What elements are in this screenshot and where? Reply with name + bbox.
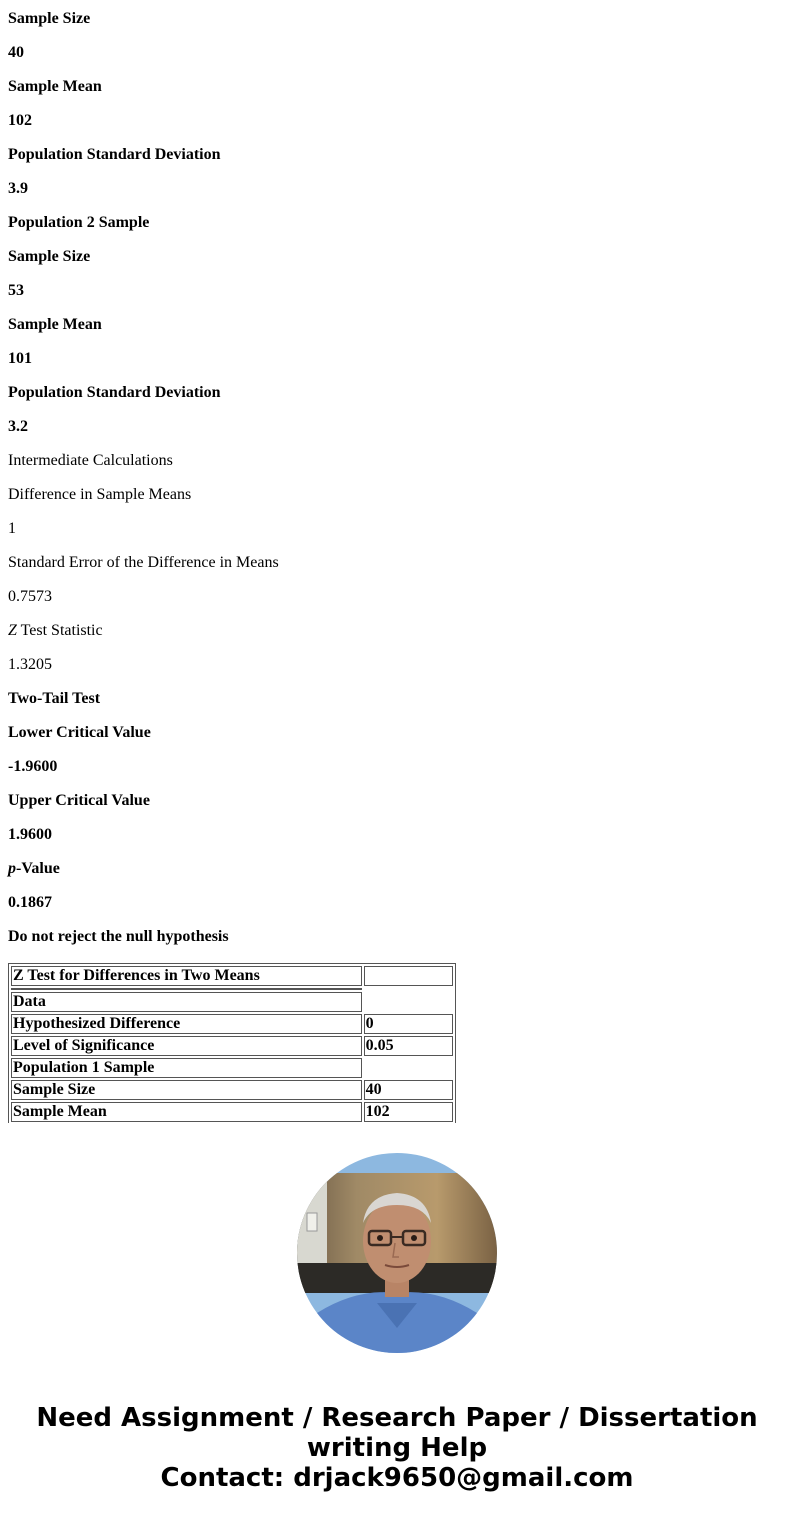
- table-row-label: Sample Mean: [11, 1102, 362, 1122]
- result-line-text: Sample Mean: [8, 316, 102, 333]
- result-line-text: Standard Error of the Difference in Means: [8, 554, 279, 571]
- result-line: [8, 680, 778, 714]
- author-photo-icon: [297, 1153, 497, 1353]
- result-line: [8, 102, 778, 136]
- result-line-text: Population 2 Sample: [8, 214, 150, 231]
- table-row: [11, 1102, 453, 1122]
- z-test-table: [9, 964, 455, 1123]
- results-text-list: [8, 0, 778, 952]
- italic-symbol: p: [8, 860, 16, 877]
- result-line: [8, 340, 778, 374]
- result-line-text: Sample Mean: [8, 78, 102, 95]
- result-line: [8, 204, 778, 238]
- result-line-text: 40: [8, 44, 24, 61]
- result-line: [8, 782, 778, 816]
- result-line-text: -Value: [16, 860, 60, 877]
- result-line-text: Two-Tail Test: [8, 690, 101, 707]
- table-row-value: 40: [364, 1080, 453, 1100]
- result-line-text: Difference in Sample Means: [8, 486, 192, 503]
- table-row-value: 102: [364, 1102, 453, 1122]
- result-line-text: 0.1867: [8, 894, 52, 911]
- result-line: [8, 816, 778, 850]
- result-line-text: 102: [8, 112, 32, 129]
- result-line-text: Sample Size: [8, 10, 91, 27]
- result-line: [8, 306, 778, 340]
- result-line-text: 1.9600: [8, 826, 52, 843]
- result-line-text: Test Statistic: [16, 622, 103, 639]
- promo-line-2: writing Help: [306, 1433, 488, 1463]
- table-row-label: Hypothesized Difference: [11, 1014, 362, 1034]
- result-line-text: 1.3205: [8, 656, 52, 673]
- result-line: [8, 714, 778, 748]
- result-line: [8, 374, 778, 408]
- result-line: [8, 0, 778, 34]
- result-line-text: Population Standard Deviation: [8, 146, 221, 163]
- result-line: [8, 238, 778, 272]
- result-line-text: 101: [8, 350, 32, 367]
- result-line-text: Intermediate Calculations: [8, 452, 173, 469]
- result-line: [8, 578, 778, 612]
- result-line: [8, 34, 778, 68]
- table-title-row: [11, 966, 453, 986]
- result-line: [8, 476, 778, 510]
- result-line: [8, 612, 778, 646]
- result-line: [8, 884, 778, 918]
- result-line-text: 53: [8, 282, 24, 299]
- result-line: [8, 850, 778, 884]
- result-line: [8, 136, 778, 170]
- result-line-text: 0.7573: [8, 588, 52, 605]
- table-row-label: Data: [11, 992, 362, 1012]
- table-row: [11, 1058, 453, 1078]
- result-line-text: Sample Size: [8, 248, 91, 265]
- table-row-label: Sample Size: [11, 1080, 362, 1100]
- table-row: [11, 992, 453, 1012]
- table-row: [11, 1014, 453, 1034]
- table-row: [11, 1080, 453, 1100]
- result-line-text: 3.9: [8, 180, 28, 197]
- table-title-empty-cell: [364, 966, 453, 986]
- table-row-label: Level of Significance: [11, 1036, 362, 1056]
- result-line-text: Upper Critical Value: [8, 792, 150, 809]
- result-line: [8, 646, 778, 680]
- result-line: [8, 68, 778, 102]
- result-line-text: Lower Critical Value: [8, 724, 151, 741]
- table-row-label: Population 1 Sample: [11, 1058, 362, 1078]
- table-row-value: [364, 992, 453, 1012]
- result-line: [8, 748, 778, 782]
- result-line: [8, 272, 778, 306]
- promo-banner: [0, 1403, 794, 1493]
- result-line: [8, 408, 778, 442]
- author-avatar: [297, 1153, 497, 1353]
- result-line: [8, 918, 778, 952]
- promo-line-1: Need Assignment / Research Paper / Dissertation: [36, 1403, 758, 1433]
- table-row-value: 0.05: [364, 1036, 453, 1056]
- table-row-value: [364, 1058, 453, 1078]
- table-row-value: 0: [364, 1014, 453, 1034]
- result-line: [8, 170, 778, 204]
- result-line-text: 1: [8, 520, 16, 537]
- table-divider: [11, 988, 453, 990]
- italic-symbol: Z: [8, 622, 17, 639]
- promo-contact: Contact: drjack9650@gmail.com: [160, 1463, 634, 1493]
- result-line-text: -1.9600: [8, 758, 58, 775]
- result-line-text: 3.2: [8, 418, 28, 435]
- table-row: [11, 1036, 453, 1056]
- result-line: [8, 544, 778, 578]
- result-line-text: Population Standard Deviation: [8, 384, 221, 401]
- table-title: Z Test for Differences in Two Means: [11, 966, 362, 986]
- z-test-table-container: [8, 963, 456, 1123]
- result-line: [8, 510, 778, 544]
- result-line: [8, 442, 778, 476]
- result-line-text: Do not reject the null hypothesis: [8, 928, 229, 945]
